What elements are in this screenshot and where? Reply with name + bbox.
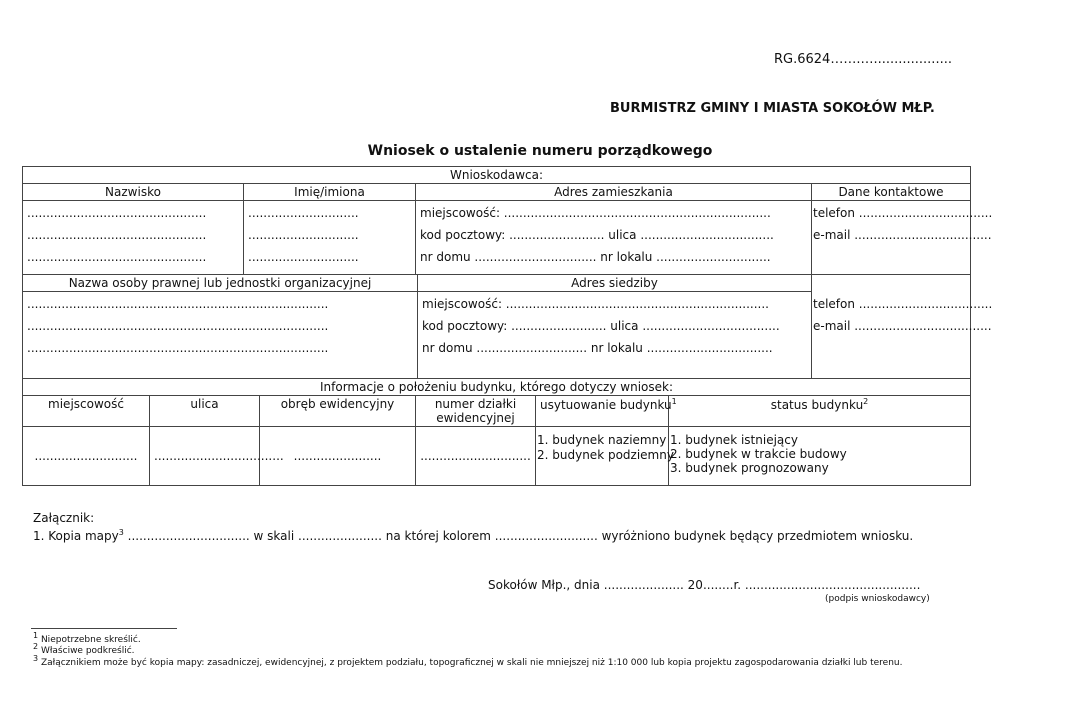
signature-caption: (podpis wnioskodawcy): [825, 594, 930, 604]
seat-address-field[interactable]: [418, 292, 812, 379]
firstname-line: .............................: [248, 228, 359, 242]
registry-number: RG.6624…….…...................: [774, 52, 952, 67]
col-header-address: Adres zamieszkania: [416, 184, 812, 201]
address-locality-line: miejscowość: ......................................................................: [420, 206, 771, 220]
signature-line: Sokołów Młp., dnia ..................... 20........r. ..............................................: [488, 578, 921, 592]
building-street-field[interactable]: ..................................: [150, 427, 260, 486]
email-line: e-mail ....................................: [813, 318, 992, 333]
address-house-flat-line: nr domu ................................ nr lokalu ..............................: [420, 250, 771, 264]
entity-name-line: ...............................................................................: [27, 297, 329, 311]
attachment-line: 1. Kopia mapy$^3$ ................................ w skali ...................... na której kolorem ........................... wyróżniono budynek będący przedmiotem wniosku.: [33, 528, 914, 543]
phone-line: telefon ...................................: [813, 206, 993, 220]
building-locality-field[interactable]: ...........................: [23, 427, 150, 486]
building-section-title: Informacje o położeniu budynku, którego dotyczy wniosek:: [23, 379, 971, 396]
building-precinct-field[interactable]: .......................: [260, 427, 416, 486]
surname-field[interactable]: [23, 201, 244, 275]
col-header-precinct: obręb ewidencyjny: [260, 396, 416, 427]
footnote-1: $^1$ Niepotrzebne skreślić.: [33, 631, 141, 645]
entity-name-line: ...............................................................................: [27, 341, 329, 355]
col-header-seat-address: Adres siedziby: [418, 275, 812, 292]
col-header-building-location: usytuowanie budynku$^1$: [536, 396, 669, 427]
building-status-options[interactable]: [669, 427, 971, 486]
firstname-line: .............................: [248, 206, 359, 220]
surname-line: ...............................................: [27, 206, 207, 220]
col-header-legal-entity: Nazwa osoby prawnej lub jednostki organizacyjnej: [23, 275, 418, 292]
building-plot-field[interactable]: .............................: [416, 427, 536, 486]
status-option-under-construction[interactable]: 2. budynek w trakcie budowy: [670, 447, 847, 461]
applicant-contact-field[interactable]: [812, 201, 993, 275]
entity-contact-field[interactable]: [812, 292, 993, 379]
form-title: Wniosek o ustalenie numeru porządkowego: [367, 143, 713, 159]
col-header-building-status: status budynku$^2$: [669, 396, 971, 427]
col-header-contact: Dane kontaktowe: [812, 184, 971, 201]
surname-line: ...............................................: [27, 228, 207, 242]
application-form-table: [22, 166, 993, 486]
col-header-plot-number: numer działki ewidencyjnej: [416, 396, 536, 427]
col-header-firstname: Imię/imiona: [244, 184, 416, 201]
applicant-section-title: Wnioskodawca:: [23, 167, 971, 184]
authority-heading: BURMISTRZ GMINY I MIASTA SOKOŁÓW MŁP.: [610, 101, 935, 116]
attachment-label: Załącznik:: [33, 511, 95, 525]
location-option-aboveground[interactable]: 1. budynek naziemny: [537, 433, 667, 447]
status-option-planned[interactable]: 3. budynek prognozowany: [670, 461, 829, 475]
phone-line: telefon ...................................: [813, 296, 993, 311]
firstname-line: .............................: [248, 250, 359, 264]
col-header-surname: Nazwisko: [23, 184, 244, 201]
surname-line: ...............................................: [27, 250, 207, 264]
email-line: e-mail ....................................: [813, 228, 992, 242]
col-header-locality: miejscowość: [23, 396, 150, 427]
footnote-divider: [31, 628, 177, 629]
legal-entity-name-field[interactable]: [23, 292, 418, 379]
col-header-street: ulica: [150, 396, 260, 427]
seat-locality-line: miejscowość: .....................................................................: [422, 297, 769, 311]
entity-name-line: ...............................................................................: [27, 319, 329, 333]
residence-address-field[interactable]: [416, 201, 812, 275]
location-option-underground[interactable]: 2. budynek podziemny: [537, 448, 674, 462]
footnote-3: $^3$ Załącznikiem może być kopia mapy: zasadniczej, ewidencyjnej, z projektem podziału, topograficznej w skali nie mniejszej niż 1:10 000 lub kopia projektu zagospodarowania działki lub terenu.: [33, 654, 903, 668]
building-location-options[interactable]: [536, 427, 674, 486]
seat-house-flat-line: nr domu ............................. nr lokalu .................................: [422, 341, 773, 355]
footnote-2: $^2$ Właściwe podkreślić.: [33, 642, 135, 656]
address-postcode-street-line: kod pocztowy: ......................... ulica ...................................: [420, 228, 774, 242]
seat-postcode-street-line: kod pocztowy: ......................... ulica ....................................: [422, 319, 780, 333]
firstname-field[interactable]: [244, 201, 416, 275]
status-option-existing[interactable]: 1. budynek istniejący: [670, 433, 798, 447]
